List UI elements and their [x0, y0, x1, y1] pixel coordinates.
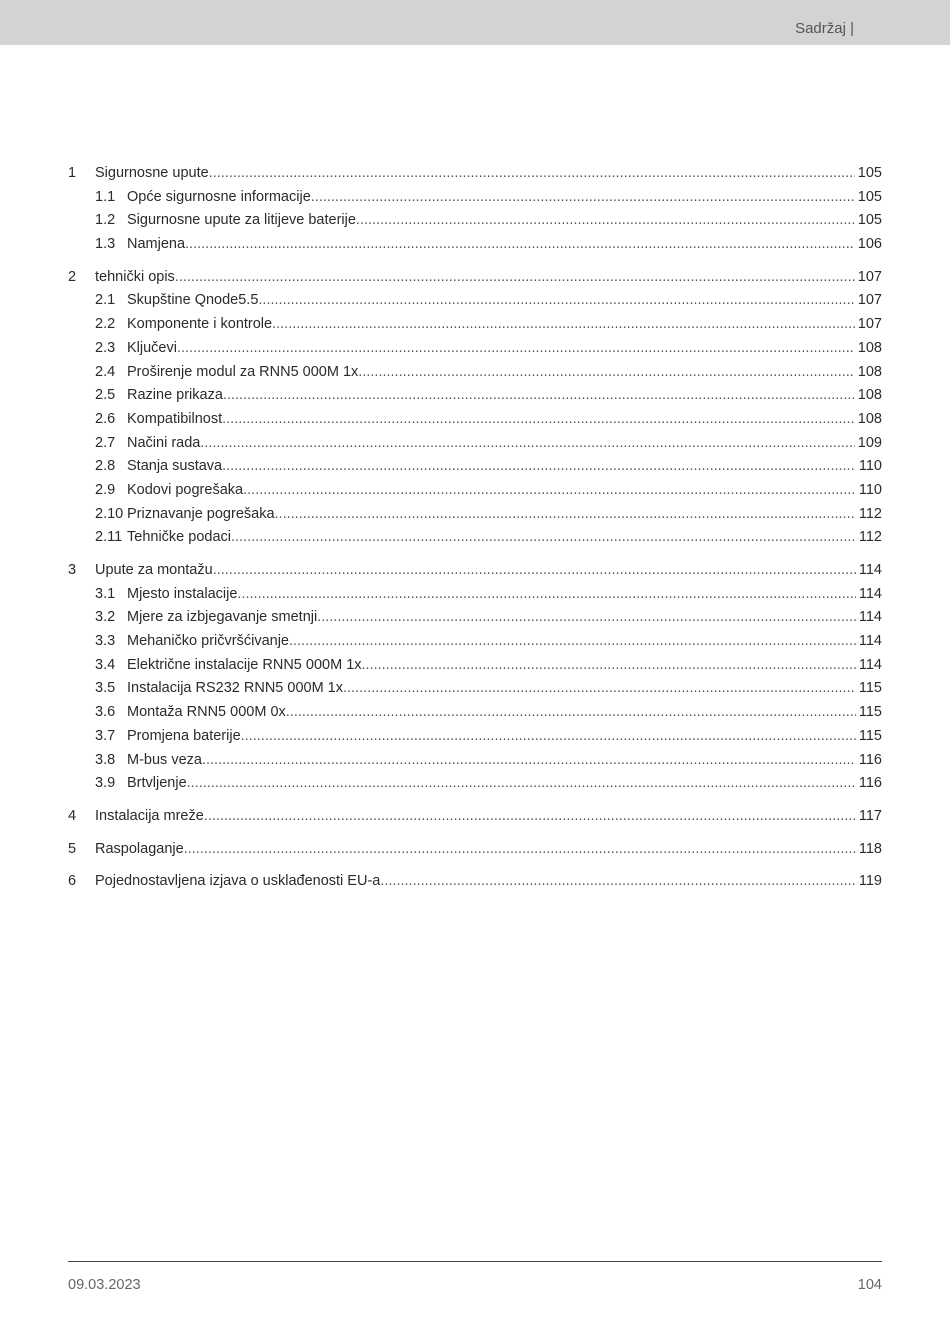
- toc-entry-title: Promjena baterije: [127, 727, 241, 744]
- toc-entry-number: 3.2: [95, 609, 116, 626]
- toc-dot-leader: [237, 583, 855, 607]
- toc-subentry[interactable]: [68, 526, 882, 550]
- toc-subentry[interactable]: [68, 432, 882, 456]
- toc-dot-leader: [272, 313, 855, 337]
- toc-subentry[interactable]: [68, 630, 882, 654]
- toc-entry-page: 108: [857, 387, 882, 404]
- toc-entry-page: 105: [857, 212, 882, 229]
- toc-section-group: [68, 805, 882, 829]
- toc-entry-title: Sigurnosne upute za litijeve baterije: [127, 212, 356, 229]
- toc-entry-number: 3.1: [95, 585, 116, 602]
- toc-entry-title: Pojednostavljena izjava o usklađenosti EU-a: [95, 873, 381, 890]
- toc-dot-leader: [184, 838, 856, 862]
- toc-subentry[interactable]: [68, 654, 882, 678]
- toc-dot-leader: [200, 432, 854, 456]
- toc-entry-title: Brtvljenje: [127, 775, 187, 792]
- toc-entry-number: 3.9: [95, 775, 116, 792]
- toc-subentry[interactable]: [68, 209, 882, 233]
- toc-entry-page: 114: [858, 609, 882, 626]
- toc-entry-page: 107: [857, 268, 882, 285]
- toc-dot-leader: [317, 606, 856, 630]
- toc-entry-title: Razine prikaza: [127, 387, 223, 404]
- toc-entry-page: 115: [858, 727, 882, 744]
- toc-dot-leader: [223, 384, 855, 408]
- toc-dot-leader: [356, 209, 855, 233]
- header-band: [0, 0, 950, 45]
- toc-entry-page: 116: [858, 751, 882, 768]
- toc-entry-title: Opće sigurnosne informacije: [127, 188, 311, 205]
- toc-entry[interactable]: [68, 559, 882, 583]
- toc-entry[interactable]: [68, 805, 882, 829]
- toc-entry-page: 114: [858, 633, 882, 650]
- toc-entry-page: 107: [857, 292, 882, 309]
- toc-entry-title: Kodovi pogrešaka: [127, 481, 244, 498]
- toc-dot-leader: [362, 654, 856, 678]
- toc-entry-page: 108: [857, 339, 882, 356]
- toc-subentry[interactable]: [68, 313, 882, 337]
- toc-entry-page: 118: [858, 840, 882, 857]
- toc-entry-page: 115: [858, 680, 882, 697]
- toc-entry-title: Stanja sustava: [127, 458, 223, 475]
- toc-section-group: [68, 162, 882, 257]
- toc-entry-number: 3: [68, 562, 77, 578]
- toc-subentry[interactable]: [68, 289, 882, 313]
- toc-entry[interactable]: [68, 162, 882, 186]
- toc-entry-page: 105: [857, 188, 882, 205]
- toc-entry-page: 105: [857, 165, 882, 181]
- toc-dot-leader: [286, 701, 856, 725]
- toc-entry-title: Priznavanje pogrešaka: [127, 505, 275, 522]
- footer-date: 09.03.2023: [68, 1277, 141, 1293]
- toc-entry-title: M-bus veza: [127, 751, 202, 768]
- toc-entry-number: 1.2: [95, 212, 116, 229]
- section-header-label: Sadržaj |: [795, 20, 854, 37]
- toc-subentry[interactable]: [68, 233, 882, 257]
- toc-subentry[interactable]: [68, 749, 882, 773]
- toc-entry-number: 2.7: [95, 434, 116, 451]
- toc-entry-title: Upute za montažu: [95, 562, 213, 578]
- toc-entry-title: Tehničke podaci: [127, 529, 231, 546]
- toc-entry-title: Mjesto instalacije: [127, 585, 238, 602]
- toc-entry-title: Instalacija RS232 RNN5 000M 1x: [127, 680, 343, 697]
- toc-subentry[interactable]: [68, 455, 882, 479]
- toc-entry-title: tehnički opis: [95, 268, 175, 285]
- toc-entry-number: 1.1: [95, 188, 116, 205]
- toc-subentry[interactable]: [68, 772, 882, 796]
- toc-entry-number: 2.11: [95, 529, 123, 546]
- toc-dot-leader: [177, 337, 855, 361]
- toc-entry-title: Montaža RNN5 000M 0x: [127, 704, 286, 721]
- toc-subentry[interactable]: [68, 677, 882, 701]
- toc-entry-number: 2.2: [95, 316, 116, 333]
- toc-entry-number: 3.7: [95, 727, 116, 744]
- toc-subentry[interactable]: [68, 479, 882, 503]
- toc-entry[interactable]: [68, 266, 882, 290]
- toc-subentry[interactable]: [68, 361, 882, 385]
- toc-entry-page: 108: [857, 363, 882, 380]
- toc-section-group: [68, 559, 882, 796]
- toc-entry-number: 1: [68, 165, 77, 181]
- toc-entry-number: 2.1: [95, 292, 116, 309]
- toc-entry-title: Raspolaganje: [95, 840, 184, 857]
- toc-subentry[interactable]: [68, 408, 882, 432]
- toc-entry-title: Skupštine Qnode5.5: [127, 292, 259, 309]
- toc-entry-number: 4: [68, 807, 77, 824]
- toc-entry-title: Načini rada: [127, 434, 201, 451]
- toc-entry-number: 2.6: [95, 410, 116, 427]
- toc-entry-number: 5: [68, 840, 77, 857]
- toc-section-group: [68, 870, 882, 894]
- toc-subentry[interactable]: [68, 186, 882, 210]
- toc-entry-number: 2.3: [95, 339, 116, 356]
- toc-entry[interactable]: [68, 838, 882, 862]
- toc-entry-page: 106: [857, 236, 882, 253]
- toc-dot-leader: [204, 805, 856, 829]
- toc-dot-leader: [213, 559, 856, 583]
- toc-entry-page: 112: [858, 505, 882, 522]
- table-of-contents: [68, 162, 882, 903]
- toc-entry-page: 108: [857, 410, 882, 427]
- footer-page-number: 104: [857, 1277, 882, 1293]
- toc-entry-number: 2.4: [95, 363, 116, 380]
- toc-entry-page: 117: [858, 807, 882, 824]
- toc-dot-leader: [289, 630, 856, 654]
- toc-dot-leader: [222, 455, 856, 479]
- toc-entry-page: 114: [858, 562, 882, 578]
- toc-dot-leader: [202, 749, 856, 773]
- toc-entry-number: 2.10: [95, 505, 124, 522]
- toc-subentry[interactable]: [68, 503, 882, 527]
- toc-entry-page: 112: [858, 529, 882, 546]
- toc-section-group: [68, 266, 882, 550]
- toc-entry-title: Električne instalacije RNN5 000M 1x: [127, 656, 362, 673]
- toc-entry-title: Sigurnosne upute: [95, 165, 209, 181]
- toc-entry-number: 3.5: [95, 680, 116, 697]
- footer-divider: [68, 1261, 882, 1262]
- toc-dot-leader: [275, 503, 856, 527]
- toc-subentry[interactable]: [68, 583, 882, 607]
- toc-entry[interactable]: [68, 870, 882, 894]
- toc-subentry[interactable]: [68, 384, 882, 408]
- toc-entry-title: Ključevi: [127, 339, 177, 356]
- toc-entry-number: 2: [68, 268, 77, 285]
- toc-entry-page: 110: [858, 481, 882, 498]
- toc-entry-page: 115: [858, 704, 882, 721]
- toc-entry-page: 107: [857, 316, 882, 333]
- toc-subentry[interactable]: [68, 337, 882, 361]
- toc-dot-leader: [222, 408, 855, 432]
- toc-entry-page: 110: [858, 458, 882, 475]
- toc-dot-leader: [187, 772, 856, 796]
- toc-entry-title: Mjere za izbjegavanje smetnji: [127, 609, 318, 626]
- toc-entry-title: Mehaničko pričvršćivanje: [127, 633, 289, 650]
- toc-dot-leader: [241, 725, 856, 749]
- toc-subentry[interactable]: [68, 606, 882, 630]
- toc-dot-leader: [175, 266, 855, 290]
- toc-subentry[interactable]: [68, 701, 882, 725]
- toc-subentry[interactable]: [68, 725, 882, 749]
- toc-entry-number: 3.6: [95, 704, 116, 721]
- toc-entry-title: Namjena: [127, 236, 186, 253]
- toc-entry-number: 3.8: [95, 751, 116, 768]
- toc-entry-number: 2.5: [95, 387, 116, 404]
- toc-dot-leader: [258, 289, 854, 313]
- toc-entry-number: 6: [68, 873, 77, 890]
- toc-entry-page: 114: [858, 656, 882, 673]
- toc-dot-leader: [380, 870, 856, 894]
- toc-entry-page: 119: [858, 873, 882, 890]
- toc-entry-title: Instalacija mreže: [95, 807, 204, 824]
- toc-dot-leader: [311, 186, 855, 210]
- toc-entry-number: 1.3: [95, 236, 116, 253]
- toc-section-group: [68, 838, 882, 862]
- toc-entry-number: 2.9: [95, 481, 116, 498]
- toc-entry-number: 3.4: [95, 656, 116, 673]
- toc-entry-title: Proširenje modul za RNN5 000M 1x: [127, 363, 359, 380]
- toc-dot-leader: [358, 361, 855, 385]
- toc-dot-leader: [209, 162, 855, 186]
- toc-dot-leader: [185, 233, 855, 257]
- toc-entry-number: 3.3: [95, 633, 116, 650]
- toc-dot-leader: [343, 677, 856, 701]
- toc-dot-leader: [231, 526, 856, 550]
- toc-entry-page: 116: [858, 775, 882, 792]
- toc-entry-page: 114: [858, 585, 882, 602]
- toc-entry-title: Komponente i kontrole: [127, 316, 273, 333]
- toc-entry-title: Kompatibilnost: [127, 410, 223, 427]
- toc-dot-leader: [243, 479, 856, 503]
- toc-entry-page: 109: [857, 434, 882, 451]
- toc-entry-number: 2.8: [95, 458, 116, 475]
